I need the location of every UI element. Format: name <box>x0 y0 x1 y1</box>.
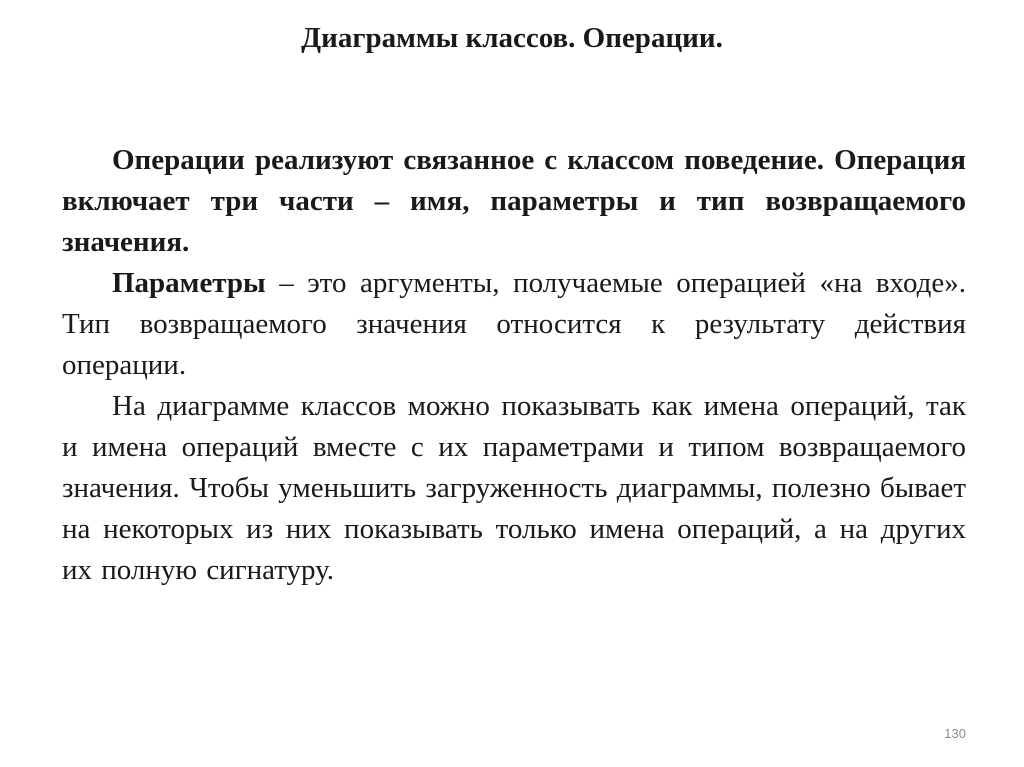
slide-title: Диаграммы классов. Операции. <box>301 22 723 54</box>
slide-body <box>62 140 966 591</box>
page-number: 130 <box>944 726 966 741</box>
paragraph-parameters <box>62 263 966 386</box>
paragraph-diagram-display: На диаграмме классов можно показывать как имена операций, так и имена операций вместе с их параметрами и типом возвращаемого значения. Чтобы уменьшить загруженность диаграммы, полезно бывает на некоторых из них показывать только имена операций, а на других их полную сигнатуру. <box>62 390 966 586</box>
paragraph-operations-definition: Операции реализуют связанное с классом поведение. Операция включает три части – имя, параметры и тип возвращаемого значения. <box>62 144 966 258</box>
parameters-term: Параметры <box>112 267 266 299</box>
parameters-description: – это аргументы, получаемые операцией «на входе». Тип возвращаемого значения относится к результату действия операции. <box>62 267 966 381</box>
